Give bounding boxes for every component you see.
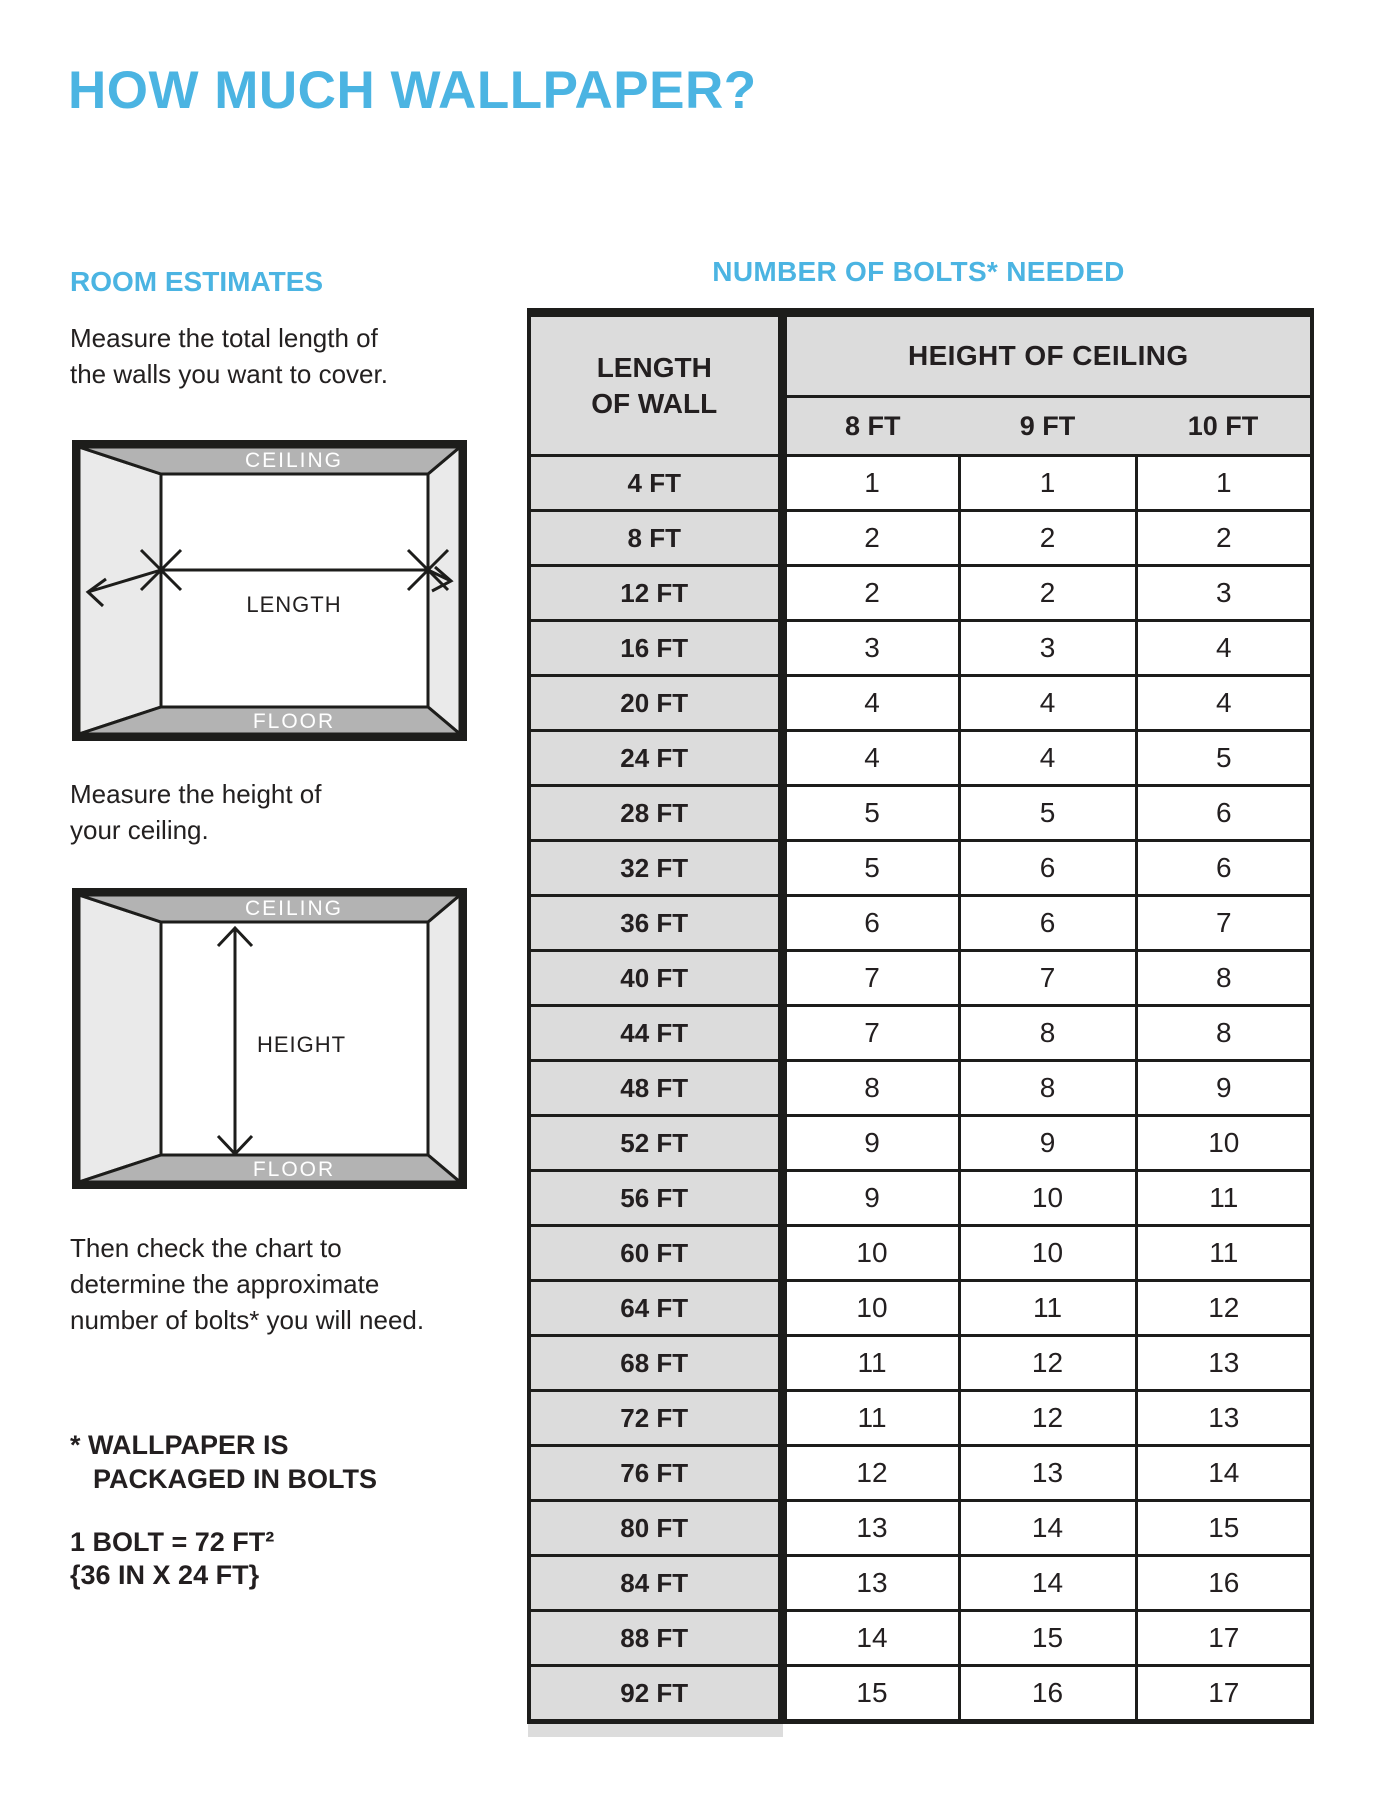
row-label: 88 FT — [529, 1611, 782, 1666]
bolts-footnote — [70, 1428, 377, 1496]
bolt-count-cell: 11 — [782, 1391, 959, 1446]
bolt-count-cell: 13 — [1136, 1336, 1312, 1391]
row-label: 68 FT — [529, 1336, 782, 1391]
step2-text — [70, 776, 322, 848]
row-label: 4 FT — [529, 456, 782, 511]
row-label: 64 FT — [529, 1281, 782, 1336]
bolt-count-cell: 13 — [959, 1446, 1136, 1501]
row-label: 80 FT — [529, 1501, 782, 1556]
table-row — [529, 1171, 1312, 1226]
bolt-count-cell: 12 — [959, 1391, 1136, 1446]
height-of-ceiling-header: HEIGHT OF CEILING — [782, 313, 1312, 397]
bolt-dimensions: {36 IN X 24 FT} — [70, 1560, 260, 1590]
table-row — [529, 621, 1312, 676]
table-row — [529, 896, 1312, 951]
bolt-count-cell: 8 — [782, 1061, 959, 1116]
group-header-row — [529, 313, 1312, 397]
bolt-count-cell: 4 — [959, 676, 1136, 731]
bolt-count-cell: 8 — [959, 1061, 1136, 1116]
bolt-count-cell: 4 — [959, 731, 1136, 786]
bolt-count-cell: 12 — [1136, 1281, 1312, 1336]
bolt-count-cell: 7 — [959, 951, 1136, 1006]
table-title: NUMBER OF BOLTS* NEEDED — [712, 256, 1125, 287]
bolt-count-cell: 15 — [1136, 1501, 1312, 1556]
bolt-count-cell: 8 — [959, 1006, 1136, 1061]
bolt-count-cell: 5 — [782, 786, 959, 841]
row-label: 56 FT — [529, 1171, 782, 1226]
bolt-count-cell: 2 — [959, 566, 1136, 621]
table-row — [529, 511, 1312, 566]
step3-line1: Then check the chart to — [70, 1233, 342, 1263]
bolt-count-cell: 8 — [1136, 951, 1312, 1006]
bolt-count-cell: 15 — [959, 1611, 1136, 1666]
bolt-count-cell: 4 — [1136, 676, 1312, 731]
col-header-9ft: 9 FT — [959, 397, 1136, 456]
bolt-count-cell: 9 — [1136, 1061, 1312, 1116]
row-label: 36 FT — [529, 896, 782, 951]
bolt-count-cell: 11 — [959, 1281, 1136, 1336]
bolt-equation: 1 BOLT = 72 FT² — [70, 1527, 275, 1557]
row-label: 28 FT — [529, 786, 782, 841]
row-label: 52 FT — [529, 1116, 782, 1171]
row-label: 84 FT — [529, 1556, 782, 1611]
bolt-count-cell: 7 — [782, 951, 959, 1006]
bolt-count-cell: 7 — [782, 1006, 959, 1061]
bolt-count-cell: 12 — [959, 1336, 1136, 1391]
bolt-count-cell: 10 — [959, 1171, 1136, 1226]
step1-text — [70, 320, 388, 392]
bolt-count-cell: 16 — [1136, 1556, 1312, 1611]
bolt-count-cell: 3 — [959, 621, 1136, 676]
step3-line2: determine the approximate — [70, 1269, 380, 1299]
floor-label: FLOOR — [252, 1158, 336, 1181]
bolt-count-cell: 17 — [1136, 1666, 1312, 1722]
footnote-line1: * WALLPAPER IS — [70, 1430, 289, 1460]
row-label: 12 FT — [529, 566, 782, 621]
bolt-count-cell: 2 — [782, 566, 959, 621]
row-label: 92 FT — [529, 1666, 782, 1722]
bolt-count-cell: 6 — [782, 896, 959, 951]
room-diagram-length — [72, 440, 467, 741]
height-label: HEIGHT — [257, 1032, 347, 1057]
bolt-count-cell: 3 — [1136, 566, 1312, 621]
bolt-count-cell: 13 — [782, 1501, 959, 1556]
bolt-count-cell: 5 — [959, 786, 1136, 841]
corner-line1: LENGTH — [596, 351, 712, 383]
bolt-count-cell: 13 — [1136, 1391, 1312, 1446]
page-title: HOW MUCH WALLPAPER? — [68, 61, 757, 120]
row-label: 44 FT — [529, 1006, 782, 1061]
bolt-count-cell: 4 — [782, 676, 959, 731]
bolt-count-cell: 14 — [959, 1556, 1136, 1611]
ceiling-label: CEILING — [244, 449, 344, 472]
bolt-count-cell: 11 — [1136, 1171, 1312, 1226]
row-label: 32 FT — [529, 841, 782, 896]
bolts-table — [527, 308, 1314, 1724]
room-estimates-heading: ROOM ESTIMATES — [70, 266, 324, 297]
table-row — [529, 1501, 1312, 1556]
step3-text — [70, 1230, 424, 1338]
left-wall — [79, 895, 161, 1182]
row-label: 16 FT — [529, 621, 782, 676]
row-label: 72 FT — [529, 1391, 782, 1446]
bolt-count-cell: 6 — [1136, 841, 1312, 896]
bolt-count-cell: 8 — [1136, 1006, 1312, 1061]
table-row — [529, 841, 1312, 896]
right-wall — [428, 895, 460, 1182]
bolt-count-cell: 10 — [782, 1281, 959, 1336]
step3-line3: number of bolts* you will need. — [70, 1305, 425, 1335]
table-row — [529, 786, 1312, 841]
bolt-count-cell: 13 — [782, 1556, 959, 1611]
bolt-count-cell: 5 — [1136, 731, 1312, 786]
col-header-8ft: 8 FT — [782, 397, 959, 456]
bolt-count-cell: 1 — [1136, 456, 1312, 511]
ceiling-label: CEILING — [244, 897, 344, 920]
left-column-stub — [528, 1724, 783, 1737]
table-row — [529, 1611, 1312, 1666]
bolt-count-cell: 15 — [782, 1666, 959, 1722]
bolt-count-cell: 4 — [782, 731, 959, 786]
bolt-count-cell: 9 — [959, 1116, 1136, 1171]
table-row — [529, 1391, 1312, 1446]
bolt-count-cell: 16 — [959, 1666, 1136, 1722]
bolt-count-cell: 2 — [1136, 511, 1312, 566]
corner-line2: OF WALL — [591, 387, 718, 419]
row-label: 48 FT — [529, 1061, 782, 1116]
row-label: 60 FT — [529, 1226, 782, 1281]
table-row — [529, 1006, 1312, 1061]
row-label: 40 FT — [529, 951, 782, 1006]
footnote-line2: PACKAGED IN BOLTS — [93, 1464, 378, 1494]
bolt-count-cell: 1 — [959, 456, 1136, 511]
table-row — [529, 1061, 1312, 1116]
corner-header — [529, 313, 782, 456]
bolt-count-cell: 12 — [782, 1446, 959, 1501]
step2-line1: Measure the height of — [70, 779, 322, 809]
table-row — [529, 1226, 1312, 1281]
bolt-count-cell: 9 — [782, 1116, 959, 1171]
bolt-count-cell: 6 — [959, 841, 1136, 896]
bolt-count-cell: 4 — [1136, 621, 1312, 676]
bolt-count-cell: 14 — [1136, 1446, 1312, 1501]
row-label: 76 FT — [529, 1446, 782, 1501]
col-header-10ft: 10 FT — [1136, 397, 1312, 456]
bolt-count-cell: 10 — [959, 1226, 1136, 1281]
table-row — [529, 1281, 1312, 1336]
bolt-count-cell: 11 — [1136, 1226, 1312, 1281]
bolt-count-cell: 6 — [1136, 786, 1312, 841]
step1-line2: the walls you want to cover. — [70, 359, 388, 389]
bolt-count-cell: 7 — [1136, 896, 1312, 951]
bolt-count-cell: 3 — [782, 621, 959, 676]
room-diagram-height — [72, 888, 467, 1189]
bolt-size-info — [70, 1526, 274, 1592]
back-wall — [161, 474, 428, 707]
bolt-count-cell: 6 — [959, 896, 1136, 951]
bolt-count-cell: 17 — [1136, 1611, 1312, 1666]
bolt-count-cell: 10 — [1136, 1116, 1312, 1171]
table-row — [529, 1556, 1312, 1611]
bolt-count-cell: 14 — [782, 1611, 959, 1666]
bolt-count-cell: 10 — [782, 1226, 959, 1281]
table-row — [529, 731, 1312, 786]
bolts-table-wrap — [527, 308, 1310, 1737]
row-label: 8 FT — [529, 511, 782, 566]
bolt-count-cell: 2 — [959, 511, 1136, 566]
floor-label: FLOOR — [252, 710, 336, 733]
table-row — [529, 1116, 1312, 1171]
table-row — [529, 1446, 1312, 1501]
table-row — [529, 566, 1312, 621]
table-row — [529, 1336, 1312, 1391]
step1-line1: Measure the total length of — [70, 323, 378, 353]
bolt-count-cell: 9 — [782, 1171, 959, 1226]
bolt-count-cell: 11 — [782, 1336, 959, 1391]
bolt-count-cell: 14 — [959, 1501, 1136, 1556]
table-row — [529, 951, 1312, 1006]
bolt-count-cell: 1 — [782, 456, 959, 511]
bolt-count-cell: 5 — [782, 841, 959, 896]
table-row — [529, 456, 1312, 511]
row-label: 20 FT — [529, 676, 782, 731]
step2-line2: your ceiling. — [70, 815, 209, 845]
table-row — [529, 676, 1312, 731]
length-label: LENGTH — [246, 592, 342, 617]
table-row — [529, 1666, 1312, 1722]
row-label: 24 FT — [529, 731, 782, 786]
bolt-count-cell: 2 — [782, 511, 959, 566]
